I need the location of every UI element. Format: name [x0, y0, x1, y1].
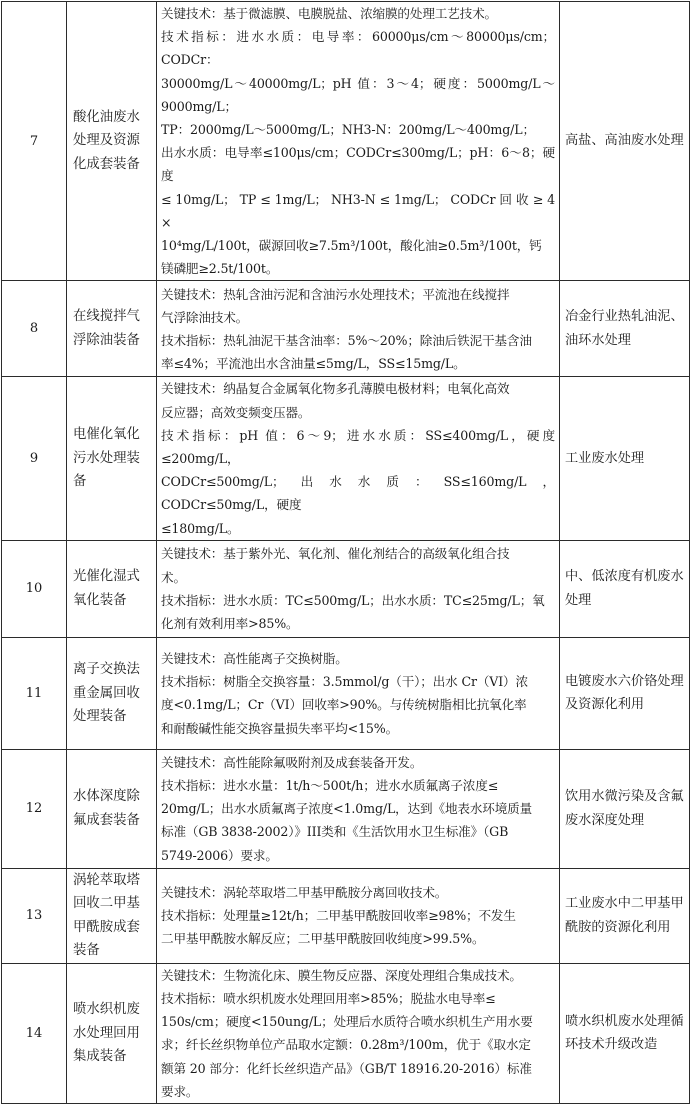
row-number: 12 — [2, 749, 67, 868]
tech-line: 150s/cm；硬度<150ung/L；处理后水质符合喷水织机生产用水要 — [161, 1014, 533, 1030]
application-field: 工业废水中二甲基甲酰胺的资源化利用 — [560, 868, 690, 963]
table-row — [2, 281, 690, 377]
row-number: 14 — [2, 963, 67, 1103]
tech-line: 关键技术：纳晶复合金属氧化物多孔薄膜电极材料；电氧化高效 — [161, 381, 510, 397]
technical-description — [157, 2, 560, 281]
equipment-name: 水体深度除氟成套装备 — [67, 749, 157, 868]
tech-line: 化剂有效利用率>85%。 — [161, 616, 299, 632]
equipment-name: 离子交换法重金属回收处理装备 — [67, 637, 157, 749]
application-field: 冶金行业热轧油泥、油环水处理 — [560, 281, 690, 377]
tech-line: 关键技术：高性能离子交换树脂。 — [161, 650, 348, 666]
tech-line: 技术指标：进水水质：TC≤500mg/L；出水水质：TC≤25mg/L；氧 — [161, 592, 545, 608]
table-row — [2, 637, 690, 749]
tech-line: 技术指标：树脂全交换容量：3.5mmol/g（干）；出水 Cr（VI）浓 — [161, 674, 528, 690]
tech-line: CODCr≤500mg/L；出水水质：SS≤160mg/L，CODCr≤50mg/L，硬度 — [161, 474, 555, 513]
tech-line: ≤180mg/L。 — [161, 520, 240, 536]
tech-line: 5749-2006）要求。 — [161, 847, 278, 863]
tech-line: TP：2000mg/L～5000mg/L；NH3-N：200mg/L～400mg/L； — [161, 122, 535, 138]
tech-line: 度<0.1mg/L；Cr（VI）回收率>90%。与传统树脂相比抗氧化率 — [161, 697, 527, 713]
tech-line: 额第 20 部分：化纤长丝织造产品》（GB/T 18916.20-2016）标准 — [161, 1060, 532, 1076]
tech-line: 20mg/L；出水水质氟离子浓度<1.0mg/L，达到《地表水环境质量 — [161, 801, 533, 817]
application-field: 工业废水处理 — [560, 377, 690, 540]
tech-line: 技术指标：进水水质：电导率：60000μs/cm～80000μs/cm；CODCr： — [161, 29, 555, 68]
equipment-name: 光催化湿式氧化装备 — [67, 540, 157, 637]
equipment-table — [1, 1, 690, 1104]
tech-line: 气浮除油技术。 — [161, 309, 249, 325]
table-row — [2, 2, 690, 281]
technical-description — [157, 963, 560, 1103]
tech-line: 率≤4%；平流池出水含油量≤5mg/L，SS≤15mg/L。 — [161, 356, 466, 372]
table-row — [2, 540, 690, 637]
tech-line: 关键技术：生物流化床、膜生物反应器、深度处理组合集成技术。 — [161, 967, 522, 983]
tech-line: 标准（GB 3838-2002）》III类和《生活饮用水卫生标准》（GB — [161, 824, 509, 840]
tech-line: 关键技术：热轧含油污泥和含油污水处理技术；平流池在线搅拌 — [161, 286, 510, 302]
equipment-name: 酸化油废水处理及资源化成套装备 — [67, 2, 157, 281]
row-number: 8 — [2, 281, 67, 377]
tech-line: 出水水质：电导率≤100μs/cm；CODCr≤300mg/L；pH：6～8；硬度 — [161, 145, 555, 184]
table-row — [2, 749, 690, 868]
tech-line: 技术指标：热轧油泥干基含油率：5%～20%；除油后铁泥干基含油 — [161, 332, 532, 348]
technical-description — [157, 749, 560, 868]
application-field: 喷水织机废水处理循环技术升级改造 — [560, 963, 690, 1103]
tech-line: 关键技术：涡轮萃取塔二甲基甲酰胺分离回收技术。 — [161, 885, 448, 901]
technical-description — [157, 281, 560, 377]
equipment-name: 喷水织机废水处理回用集成装备 — [67, 963, 157, 1103]
tech-line: 镁磷肥≥2.5t/100t。 — [161, 261, 279, 277]
tech-line: 关键技术：高性能除氟吸附剂及成套装备开发。 — [161, 754, 423, 770]
row-number: 11 — [2, 637, 67, 749]
table-row — [2, 868, 690, 963]
equipment-name: 涡轮萃取塔回收二甲基甲酰胺成套装备 — [67, 868, 157, 963]
tech-line: 关键技术：基于微滤膜、电膜脱盐、浓缩膜的处理工艺技术。 — [161, 6, 497, 21]
tech-line: 技术指标：进水水量：1t/h～500t/h；进水水质氟离子浓度≤ — [161, 778, 499, 794]
tech-line: 二甲基甲酰胺水解反应；二甲基甲酰胺回收纯度>99.5%。 — [161, 931, 485, 947]
row-number: 13 — [2, 868, 67, 963]
equipment-name: 在线搅拌气浮除油装备 — [67, 281, 157, 377]
application-field: 中、低浓度有机废水处理 — [560, 540, 690, 637]
tech-line: 10⁴mg/L/100t，碳源回收≥7.5m³/100t，酸化油≥0.5m³/100t，钙 — [161, 238, 542, 254]
application-field: 饮用水微污染及含氟废水深度处理 — [560, 749, 690, 868]
application-field: 电镀废水六价铬处理及资源化利用 — [560, 637, 690, 749]
tech-line: 反应器；高效变频变压器。 — [161, 404, 311, 420]
tech-line: 30000mg/L～40000mg/L；pH 值：3～4；硬度：5000mg/L～9000mg/L； — [161, 75, 555, 114]
technical-description — [157, 540, 560, 637]
tech-line: 关键技术：基于紫外光、氧化剂、催化剂结合的高级氧化组合技 — [161, 546, 510, 562]
tech-line: 和耐酸碱性能交换容量损失率平均<15%。 — [161, 720, 399, 736]
tech-line: ≤ 10mg/L； TP ≤ 1mg/L； NH3-N ≤ 1mg/L； CODCr 回 收 ≥ 4 × — [161, 191, 555, 230]
tech-line: 技术指标：喷水织机废水处理回用率>85%；脱盐水电导率≤ — [161, 991, 496, 1007]
technical-description — [157, 868, 560, 963]
technical-description — [157, 377, 560, 540]
row-number: 9 — [2, 377, 67, 540]
row-number: 10 — [2, 540, 67, 637]
technical-description — [157, 637, 560, 749]
table-row — [2, 963, 690, 1103]
tech-line: 要求。 — [161, 1083, 199, 1099]
table-row — [2, 377, 690, 540]
tech-line: 技术指标：pH 值：6～9；进水水质：SS≤400mg/L，硬度≤200mg/L， — [161, 427, 555, 467]
tech-line: 术。 — [161, 569, 186, 585]
equipment-name: 电催化氧化污水处理装备 — [67, 377, 157, 540]
row-number: 7 — [2, 2, 67, 281]
tech-line: 求；纤长丝织物单位产品取水定额：0.28m³/100m，优于《取水定 — [161, 1037, 531, 1053]
application-field: 高盐、高油废水处理 — [560, 2, 690, 281]
tech-line: 技术指标：处理量≥12t/h；二甲基甲酰胺回收率≥98%；不发生 — [161, 908, 516, 924]
